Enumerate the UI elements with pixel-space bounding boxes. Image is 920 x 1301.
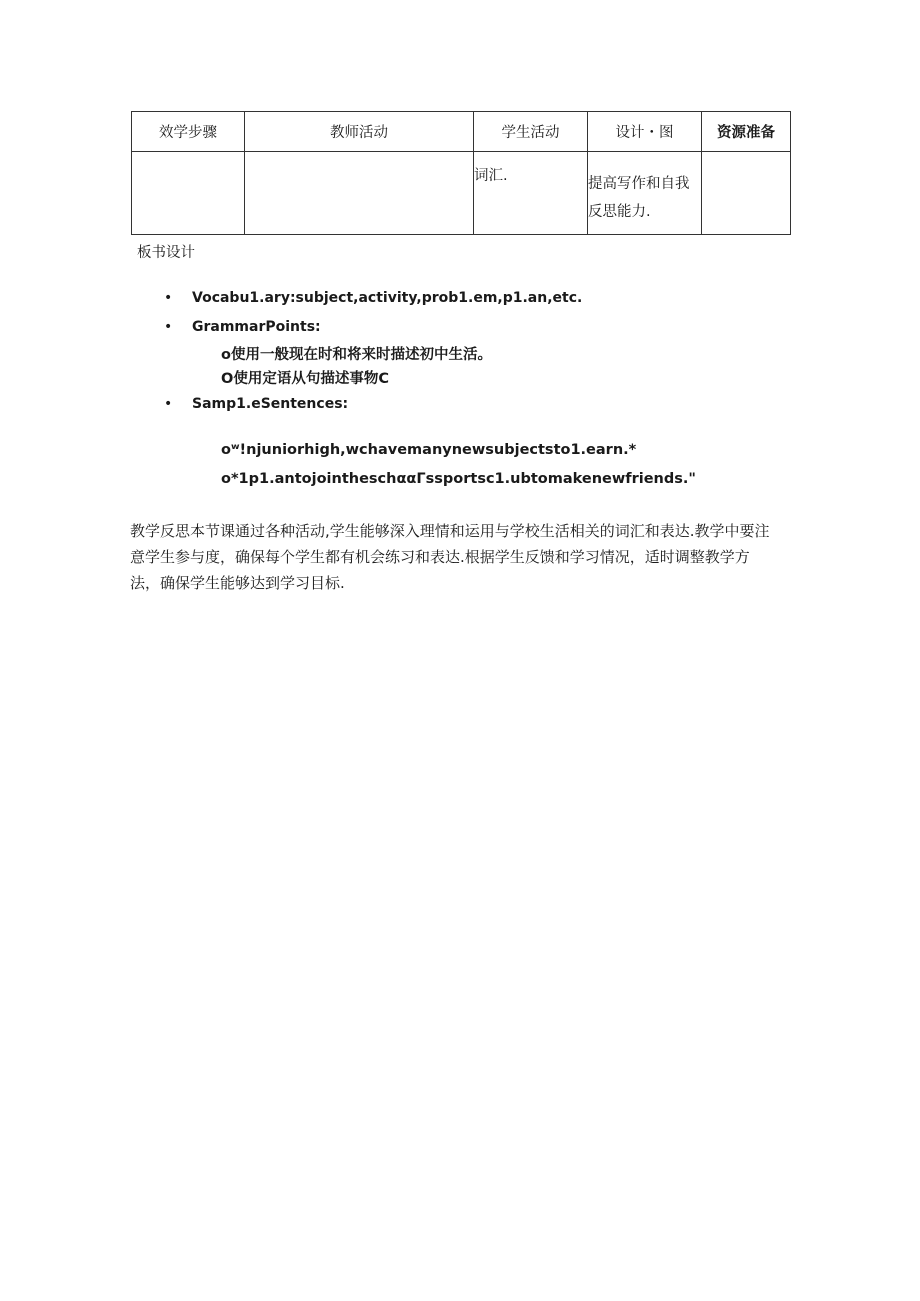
lesson-plan-table xyxy=(131,111,791,235)
sample-title: Samp1.eSentences: xyxy=(192,396,349,412)
grammar-point-1: o使用一般现在时和将来时描述初中生活。 xyxy=(221,347,492,363)
grammar-point-2: O使用定语从句描述事物C xyxy=(221,371,389,387)
cell-design xyxy=(588,152,702,235)
cell-step xyxy=(132,152,245,235)
reflection-line: 意学生参与度，确保每个学生都有机会练习和表达.根据学生反馈和学习情况，适时调整教学方 xyxy=(130,548,750,566)
sample-sentence-2: o*1p1.antojointheschααΓssportsc1.ubtomakenewfriends." xyxy=(221,471,696,487)
reflection-line: 法，确保学生能够达到学习目标. xyxy=(130,574,345,592)
header-design: 设计・图 xyxy=(588,112,702,152)
grammar-title: GrammarPoints: xyxy=(192,319,321,335)
table-header-row xyxy=(132,112,791,152)
table-row xyxy=(132,152,791,235)
bullet-icon: • xyxy=(164,319,173,335)
reflection-line: 教学反思本节课通过各种活动,学生能够深入理情和运用与学校生活相关的词汇和表达.教学中要注 xyxy=(130,522,770,540)
header-student-activity: 学生活动 xyxy=(474,112,588,152)
cell-student xyxy=(474,152,588,235)
sample-sentence-1: oʷ!njuniorhigh,wchavemanynewsubjectsto1.earn.* xyxy=(221,442,637,458)
header-resources: 资源准备 xyxy=(702,112,791,152)
cell-teacher xyxy=(245,152,474,235)
bullet-icon: • xyxy=(164,396,173,412)
bullet-icon: • xyxy=(164,290,173,306)
cell-student-text: 词汇. xyxy=(474,168,508,184)
board-design-title: 板书设计 xyxy=(137,245,195,261)
teaching-reflection xyxy=(130,518,798,596)
header-teacher-activity: 教师活动 xyxy=(245,112,474,152)
vocabulary-text: Vocabu1.ary:subject,activity,prob1.em,p1.an,etc. xyxy=(192,290,583,306)
header-step: 效学步骤 xyxy=(132,112,245,152)
cell-resources xyxy=(702,152,791,235)
cell-design-text: 提高写作和自我反思能力. xyxy=(588,176,690,220)
